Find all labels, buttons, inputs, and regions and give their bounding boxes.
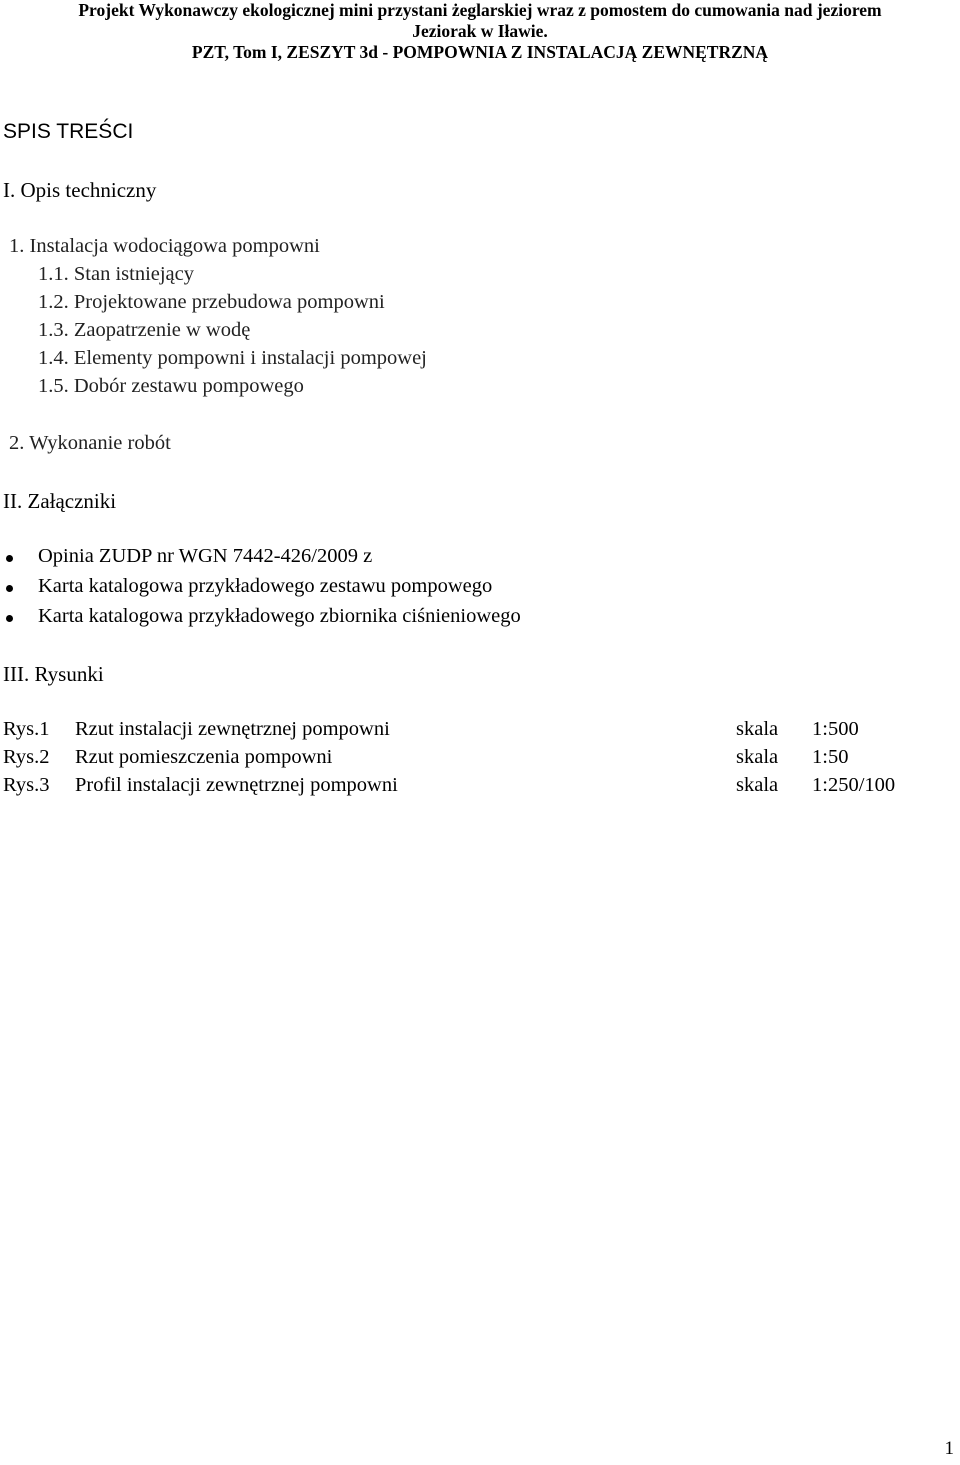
- toc-item: 1.5. Dobór zestawu pompowego: [38, 375, 304, 397]
- drawing-scale-label: skala: [736, 774, 779, 796]
- header-line-2: Jeziorak w Iławie.: [412, 21, 548, 41]
- bullet-icon: [6, 585, 13, 592]
- drawing-scale: 1:50: [812, 746, 849, 768]
- section-1-title: I. Opis techniczny: [3, 178, 157, 202]
- chapter-1-heading: 1. Instalacja wodociągowa pompowni: [9, 235, 320, 257]
- drawing-id: Rys.1: [3, 718, 50, 740]
- drawing-scale-label: skala: [736, 718, 779, 740]
- toc-title: SPIS TREŚCI: [3, 120, 134, 143]
- toc-item: 1.2. Projektowane przebudowa pompowni: [38, 291, 385, 313]
- toc-item: 1.4. Elementy pompowni i instalacji pompowej: [38, 347, 427, 369]
- bullet-icon: [6, 615, 13, 622]
- drawing-scale: 1:500: [812, 718, 859, 740]
- bullet-icon: [6, 555, 13, 562]
- section-3-title: III. Rysunki: [3, 662, 104, 686]
- drawing-id: Rys.3: [3, 774, 50, 796]
- attachment-item: Opinia ZUDP nr WGN 7442-426/2009 z: [38, 545, 373, 567]
- drawing-description: Rzut pomieszczenia pompowni: [75, 746, 333, 768]
- attachment-item: Karta katalogowa przykładowego zbiornika ciśnieniowego: [38, 605, 521, 627]
- header-line-1: Projekt Wykonawczy ekologicznej mini przystani żeglarskiej wraz z pomostem do cumowania nad jeziorem: [78, 0, 882, 20]
- drawing-id: Rys.2: [3, 746, 50, 768]
- chapter-2-heading: 2. Wykonanie robót: [9, 432, 171, 454]
- drawing-scale: 1:250/100: [812, 774, 896, 796]
- drawing-description: Rzut instalacji zewnętrznej pompowni: [75, 718, 390, 740]
- document-header: [0, 0, 960, 63]
- header-line-3: PZT, Tom I, ZESZYT 3d - POMPOWNIA Z INSTALACJĄ ZEWNĘTRZNĄ: [191, 42, 769, 62]
- attachment-item: Karta katalogowa przykładowego zestawu pompowego: [38, 575, 493, 597]
- drawing-description: Profil instalacji zewnętrznej pompowni: [75, 774, 398, 796]
- page-number: 1: [944, 1438, 954, 1459]
- drawing-scale-label: skala: [736, 746, 779, 768]
- section-2-title: II. Załączniki: [3, 489, 117, 513]
- toc-item: 1.1. Stan istniejący: [38, 263, 195, 285]
- toc-item: 1.3. Zaopatrzenie w wodę: [38, 319, 251, 341]
